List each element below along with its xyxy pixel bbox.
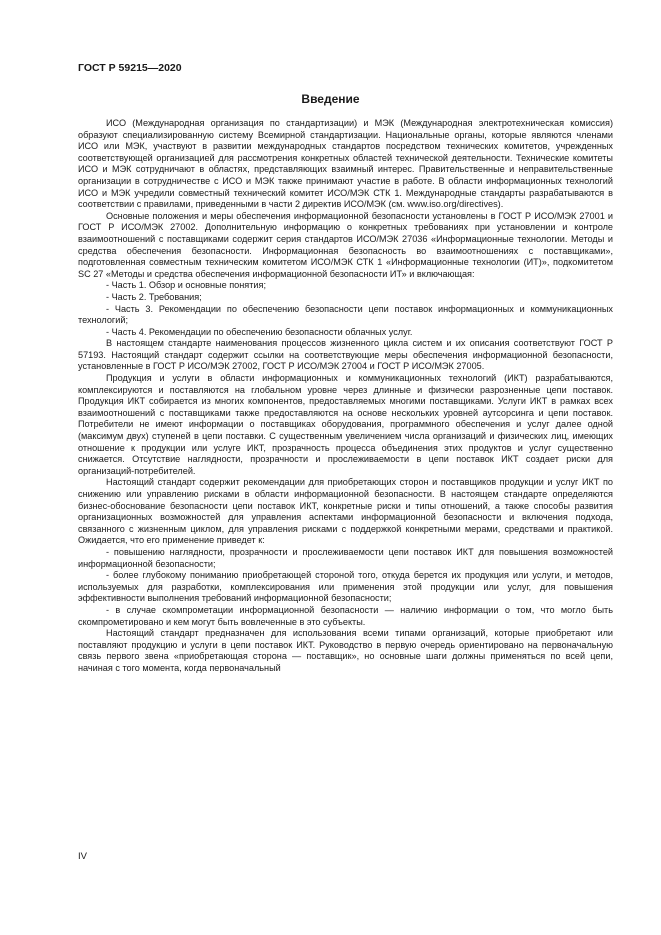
paragraph-iso-iec: ИСО (Международная организация по стандартизации) и МЭК (Международная электротехническая комиссия) образуют специализированную систему Всемирной стандартизации. Национальные органы, которые являются членами ИСО или МЭК, участвуют в развитии международных стандартов посредством технических комитетов, учрежденных соответствующей организацией для рассмотрения конкретных областей технической деятельности. Технические комитеты ИСО и МЭК сотрудничают в областях, представляющих взаимный интерес. Правительственные и неправительственные организации в сотрудничестве с ИСО и МЭК также принимают участие в работе. В области информационных технологий ИСО и МЭК учредили совместный технический комитет ИСО/МЭК СТК 1. Международные стандарты разрабатываются в соответствии с правилами, приведенными в части 2 директив ИСО/МЭК (см. www.iso.org/directives). (78, 118, 613, 210)
paragraph-lifecycle: В настоящем стандарте наименования процессов жизненного цикла систем и их описания соответствуют ГОСТ Р 57193. Настоящий стандарт содержит ссылки на соответствующие меры обеспечения информационной безопасности, установленные в ГОСТ Р ИСО/МЭК 27002, ГОСТ Р ИСО/МЭК 27004 и ГОСТ Р ИСО/МЭК 27005. (78, 338, 613, 372)
paragraph-recommendations: Настоящий стандарт содержит рекомендации для приобретающих сторон и поставщиков продукции и услуг ИКТ по снижению или управлению рисками в области информационной безопасности. В настоящем стандарте определяются бизнес-обоснование безопасности цепи поставок ИКТ, конкретные риски и типы отношений, а также способы развития организационных возможностей для управления аспектами информационной безопасности и включения подхода, связанного с жизненным циклом, для управления рисками с поддержкой конкретными мерами, средствами и практикой. Ожидается, что его применение приведет к: (78, 477, 613, 546)
page-number: IV (78, 851, 87, 862)
document-code: ГОСТ Р 59215—2020 (78, 62, 182, 74)
list-item-part-1: - Часть 1. Обзор и основные понятия; (106, 280, 266, 291)
list-item-visibility: - повышению наглядности, прозрачности и прослеживаемости цепи поставок ИКТ для повышения возможностей информационной безопасности; (78, 546, 613, 569)
section-title: Введение (301, 92, 360, 106)
list-item-part-2: - Часть 2. Требования; (106, 291, 202, 302)
list-item-part-4: - Часть 4. Рекомендации по обеспечению безопасности облачных услуг. (106, 326, 413, 337)
paragraph-intended-use: Настоящий стандарт предназначен для использования всеми типами организаций, которые приобретают или поставляют продукцию и услуги в цепи поставок ИКТ. Руководство в первую очередь ориентировано на первоначальную связь первого звена «приобретающая сторона — поставщик», но основные шаги должны применяться по всей цепи, начиная с того момента, когда первоначальный (78, 628, 613, 673)
list-item-part-3: - Часть 3. Рекомендации по обеспечению безопасности цепи поставок информационных и коммуникационных технологий; (78, 303, 613, 326)
document-body (78, 118, 613, 675)
paragraph-main-provisions: Основные положения и меры обеспечения информационной безопасности установлены в ГОСТ Р ИСО/МЭК 27001 и ГОСТ Р ИСО/МЭК 27002. Дополнительную информацию о конкретных требованиях при установлении и контроле взаимоотношений с поставщиками содержит серия стандартов ИСО/МЭК 27036 «Информационные технологии. Методы и средства обеспечения безопасности. Информационная безопасность во взаимоотношениях с поставщиками», подготовленная совместным техническим комитетом ИСО/МЭК СТК 1 «Информационные технологии (ИТ)», подкомитетом SC 27 «Методы и средства обеспечения информационной безопасности ИТ» и включающая: (78, 210, 613, 279)
list-item-compromise: - в случае скомпрометации информационной безопасности — наличию информации о том, что могло быть скомпрометировано и кем могут быть вовлеченные в это субъекты. (78, 604, 613, 627)
paragraph-ict-products: Продукция и услуги в области информационных и коммуникационных технологий (ИКТ) разрабатываются, комплексируются и поставляются на глобальном уровне через длинные и физически разрозненные цепи поставок. Продукция ИКТ собирается из многих компонентов, предоставляемых многими поставщиками. Услуги ИКТ в рамках всех взаимоотношений с поставщиками также предоставляются на основе нескольких уровней аутсорсинга и цепи поставок. Потребители не имеют информации о поставщиках оборудования, программного обеспечения и услуг далее одной (максимум двух) ступеней в цепи поставки. С существенным увеличением числа организаций и физических лиц, имеющих отношение к продукции или услуге ИКТ, прозрачность процесса объединения этих продуктов и услуг существенно снижается. Отсутствие наглядности, прозрачности и прослеживаемости в цепи поставок ИКТ создает риски для организаций-потребителей. (78, 373, 613, 476)
list-item-understanding: - более глубокому пониманию приобретающей стороной того, откуда берется их продукция или услуги, и методов, используемых для разработки, комплексирования или применения этой продукции или услуг, для повышения эффективности выполнения требований информационной безопасности; (78, 570, 613, 604)
